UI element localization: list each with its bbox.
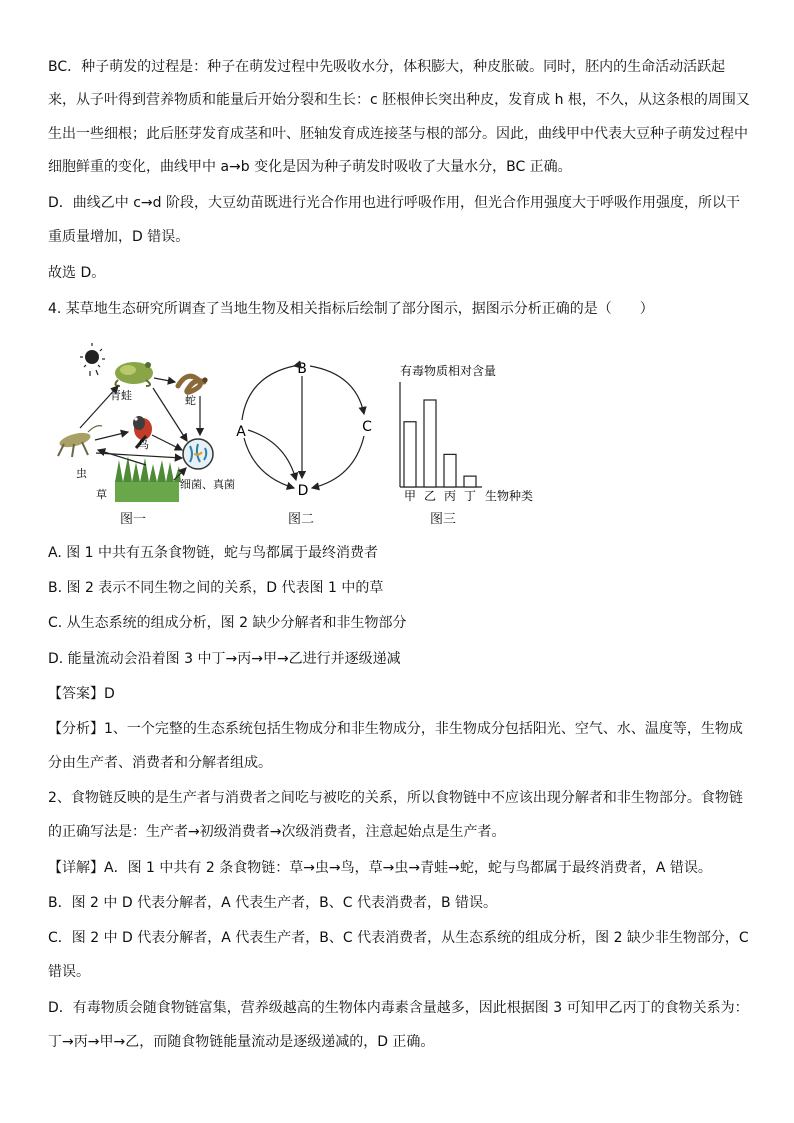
tick-label: 丙 [443,489,457,503]
option-b: B. 图 2 表示不同生物之间的关系，D 代表图 1 中的草 [48,580,384,596]
text-line: 【详解】A．图 1 中共有 2 条食物链：草→虫→鸟，草→虫→青蛙→蛇，蛇与鸟都属于最终消费者，A 错误。 [48,860,712,876]
text-line: 细胞鲜重的变化，曲线甲中 a→b 变化是因为种子萌发时吸收了大量水分，BC 正确。 [48,159,572,175]
text-line: D．曲线乙中 c→d 阶段，大豆幼苗既进行光合作用也进行呼吸作用，但光合作用强度大于呼吸作用强度，所以干 [48,195,740,211]
figure-3-caption: 图三 [430,512,457,527]
text-line: 2、食物链反映的是生产者与消费者之间吃与被吃的关系，所以食物链中不应该出现分解者和非生物部分。食物链 [48,790,743,806]
figure-2-diagram [228,352,378,502]
sun-icon [80,343,105,376]
figure-2-caption: 图二 [288,512,315,527]
bacteria-icon [183,439,213,469]
text-line: BC．种子萌发的过程是：种子在萌发过程中先吸收水分，体积膨大，种皮胀破。同时，胚内的生命活动活跃起 [48,59,726,75]
grass-label: 草 [96,488,107,501]
node-d: D [297,483,309,499]
chart-ylabel: 有毒物质相对含量 [400,364,497,378]
bar-丙 [444,454,456,487]
decomposer-label: 细菌、真菌 [180,478,235,491]
bar-丁 [464,476,476,487]
text-line: 错误。 [48,964,90,980]
tick-label: 丁 [463,489,477,503]
frog-icon [115,362,153,386]
node-b: B [297,361,307,377]
text-line: 的正确写法是：生产者→初级消费者→次级消费者，注意起始点是生产者。 [48,824,506,840]
bar-甲 [404,422,416,487]
snake-label: 蛇 [185,394,196,407]
insect-label: 虫 [76,467,87,480]
frog-label: 青蛙 [110,389,132,402]
node-a: A [236,424,246,440]
bird-label: 鸟 [138,438,149,451]
text-line: 【分析】1、一个完整的生态系统包括生物成分和非生物成分，非生物成分包括阳光、空气、水、温度等，生物成 [48,721,743,737]
figure-1-caption: 图一 [120,512,147,527]
tick-label: 乙 [423,489,437,503]
insect-icon [58,426,102,457]
chart-xlabel: 生物种类 [485,489,534,503]
answer-line: 【答案】D [48,686,115,702]
text-line: B．图 2 中 D 代表分解者，A 代表生产者，B、C 代表消费者，B 错误。 [48,895,498,911]
option-c: C. 从生态系统的组成分析，图 2 缺少分解者和非生物部分 [48,615,407,631]
text-line: C．图 2 中 D 代表分解者，A 代表生产者，B、C 代表消费者，从生态系统的组成分析，图 2 缺少非生物部分，C [48,930,749,946]
snake-icon [178,376,208,392]
option-a: A. 图 1 中共有五条食物链，蛇与鸟都属于最终消费者 [48,545,379,561]
option-d: D. 能量流动会沿着图 3 中丁→丙→甲→乙进行并逐级递减 [48,651,401,667]
text-line: 丁→丙→甲→乙，而随食物链能量流动是逐级递减的，D 正确。 [48,1034,435,1050]
text-line: 故选 D。 [48,265,106,281]
figure-3-chart [390,360,540,506]
text-line: D．有毒物质会随食物链富集，营养级越高的生物体内毒素含量越多，因此根据图 3 可知甲乙丙丁的食物关系为： [48,1000,749,1016]
text-line: 重质量增加，D 错误。 [48,229,190,245]
question-stem: 4. 某草地生态研究所调查了当地生物及相关指标后绘制了部分图示，据图示分析正确的是（ ） [48,301,654,317]
node-c: C [362,419,372,435]
grass-icon [115,456,181,502]
bar-乙 [424,400,436,487]
text-line: 生出一些细根；此后胚芽发育成茎和叶、胚轴发育成连接茎与根的部分。因此，曲线甲中代表大豆种子萌发过程中 [48,126,748,142]
tick-label: 甲 [403,489,417,503]
text-line: 来，从子叶得到营养物质和能量后开始分裂和生长：c 胚根伸长突出种皮，发育成 h 根，不久，从这条根的周围又 [48,92,750,108]
diagram-arrows [242,366,364,488]
text-line: 分由生产者、消费者和分解者组成。 [48,755,272,771]
figure-1-food-web [50,340,250,530]
